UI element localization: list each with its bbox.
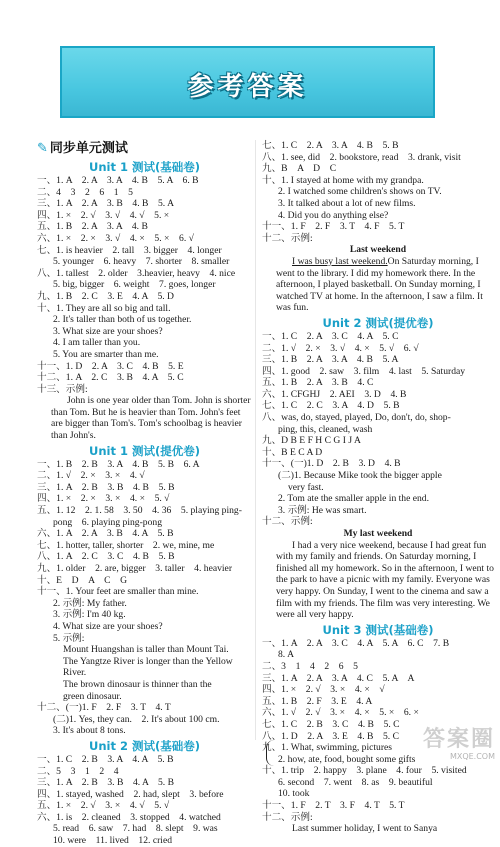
answer-line: 十一、1. F 2. T 3. F 4. T 5. T bbox=[262, 800, 405, 812]
unit2-basic-continued bbox=[262, 140, 494, 244]
answer-line: 3. It talked about a lot of new films. bbox=[278, 197, 416, 209]
answer-line: 4. Did you do anything else? bbox=[278, 209, 389, 221]
answer-line: 六、1. CFGHJ 2. AEI 3. D 4. B bbox=[262, 388, 407, 400]
essay1-title: Last weekend bbox=[349, 244, 407, 256]
answer-line: 十一、(一)1. D 2. B 3. D 4. B bbox=[262, 458, 401, 470]
answer-line: 10. took bbox=[278, 788, 310, 800]
answer-line: 四、1. × 2. × 3. × 4. × 5. √ bbox=[37, 493, 170, 505]
answer-line: 十二、1. A 2. C 3. B 4. A 5. C bbox=[37, 372, 184, 384]
answer-line: 十二、示例: bbox=[262, 232, 313, 244]
answer-line: pong 6. playing ping-pong bbox=[53, 516, 162, 528]
answer-line: (二)1. Yes, they can. 2. It's about 100 cm. bbox=[53, 713, 220, 725]
answer-line: 七、1. C 2. A 3. A 4. B 5. B bbox=[262, 140, 399, 151]
answer-line: 三、1. A 2. B 3. B 4. B 5. B bbox=[37, 481, 175, 493]
answer-line: 九、1. B 2. C 3. E 4. A 5. D bbox=[37, 290, 174, 302]
answer-line: 八、1. A 2. C 3. C 4. B 5. B bbox=[37, 551, 175, 563]
answer-line: 5. 示例: bbox=[53, 632, 85, 644]
answer-line: 八、1. see, did 2. bookstore, read 3. drank, visit bbox=[262, 151, 461, 163]
answer-line: 六、1. × 2. × 3. √ 4. × 5. × 6. √ bbox=[37, 232, 194, 244]
answer-line: 六、1. √ 2. √ 3. × 4. × 5. × 6. × bbox=[262, 707, 419, 719]
answer-line: 九、1. What, swimming, pictures bbox=[262, 742, 393, 754]
answer-line: 五、1. B 2. A 3. B 4. C bbox=[262, 377, 374, 389]
watermark-logo: 答案圈 MXQE.COM bbox=[422, 727, 495, 761]
answer-line: 一、1. C 2. B 3. A 4. A 5. B bbox=[37, 753, 174, 765]
answer-line: 一、1. C 2. A 3. C 4. A 5. C bbox=[262, 330, 399, 342]
left-column bbox=[37, 140, 252, 847]
answer-line: 3. 示例: I'm 40 kg. bbox=[53, 609, 126, 621]
pencil-icon: ✎ bbox=[37, 141, 48, 156]
answer-line: 二、1. √ 2. × 3. × 4. √ bbox=[37, 470, 145, 482]
answer-line: 七、1. hotter, taller, shorter 2. we, mine, me bbox=[37, 539, 215, 551]
banner-title: 参考答案 bbox=[187, 72, 308, 102]
answer-line: 4. I am taller than you. bbox=[53, 337, 141, 349]
column-divider bbox=[255, 140, 256, 740]
answer-line: 十三、示例: bbox=[37, 383, 88, 395]
answer-line: 九、D B E F H C G I J A bbox=[262, 435, 361, 447]
answer-line: (二)1. Because Mike took the bigger apple bbox=[278, 470, 442, 482]
answer-line: River. bbox=[63, 667, 87, 679]
answer-line: 五、1. × 2. √ 3. × 4. √ 5. √ bbox=[37, 800, 170, 812]
answer-line: 五、1. B 2. F 3. E 4. A bbox=[262, 695, 373, 707]
answer-line: 三、1. A 2. A 3. A 4. C 5. A A bbox=[262, 672, 415, 684]
section-title-unit2-advanced: Unit 2 测试(提优卷) bbox=[322, 315, 434, 330]
answer-line: 三、1. A 2. B 3. B 4. A 5. B bbox=[37, 777, 174, 789]
answer-line: green dinosaur. bbox=[63, 690, 122, 702]
answer-line: 五、1. B 2. A 3. A 4. B bbox=[37, 221, 148, 233]
essay3-text: Last summer holiday, I went to Sanya bbox=[292, 823, 438, 835]
answer-line: 十、E D A C G bbox=[37, 574, 128, 586]
essay2-title: My last weekend bbox=[343, 528, 413, 539]
answer-line: 5. read 6. saw 7. had 8. slept 9. was bbox=[53, 823, 218, 835]
answer-line: 一、1. A 2. A 3. A 4. B 5. A 6. B bbox=[37, 175, 199, 186]
answer-line: 5. younger 6. heavy 7. shorter 8. smaller bbox=[53, 256, 230, 268]
answer-line: 3. What size are your shoes? bbox=[53, 325, 163, 337]
section-title: Unit 1 测试(基础卷) bbox=[89, 160, 200, 174]
section-title: Unit 2 测试(基础卷) bbox=[89, 738, 200, 753]
answer-line: 二、4 3 2 6 1 5 bbox=[37, 186, 133, 198]
page-edge-mark bbox=[266, 740, 277, 766]
answer-line: 四、1. × 2. √ 3. √ 4. √ 5. × bbox=[37, 209, 170, 221]
answer-line: 十二、(一)1. F 2. F 3. T 4. T bbox=[37, 702, 171, 714]
answer-line: 七、1. C 2. C 3. A 4. D 5. B bbox=[262, 400, 400, 412]
answer-line: 2. It's taller than both of us together. bbox=[53, 314, 192, 326]
answer-line: Mount Huangshan is taller than Mount Tai. bbox=[63, 644, 229, 656]
answer-line: 八、1. tallest 2. older 3.heavier, heavy 4. nice bbox=[37, 267, 236, 279]
answer-line: 2. how, ate, food, bought some gifts bbox=[278, 753, 416, 765]
answer-line: 五、1. 12 2. 1. 58 3. 50 4. 36 5. playing ping- bbox=[37, 505, 242, 517]
answer-line: 2. Tom ate the smaller apple in the end. bbox=[278, 493, 430, 505]
answer-line: 二、3 1 4 2 6 5 bbox=[262, 660, 358, 672]
answer-line: 2. 示例: My father. bbox=[53, 597, 127, 609]
essay-text: John is one year older than Tom. John is shorter than Tom. But he is heavier than Tom. John's feet are bigger than Tom's. Tom's schoolbag is heavier than John's. bbox=[51, 395, 251, 442]
answer-line: 二、1. √ 2. × 3. √ 4. × 5. √ 6. √ bbox=[262, 342, 419, 354]
answer-line: ping, this, cleaned, wash bbox=[278, 423, 373, 435]
answer-line: 十、1. trip 2. happy 3. plane 4. four 5. visited bbox=[262, 765, 467, 777]
answer-line: 8. A bbox=[278, 649, 294, 661]
answer-line: 3. It's about 8 tons. bbox=[53, 725, 126, 737]
answer-line: 十、B E C A D bbox=[262, 446, 323, 458]
answer-line: 十二、示例: bbox=[262, 516, 313, 528]
section-title: Unit 1 测试(提优卷) bbox=[89, 443, 200, 458]
answer-line: 九、B A D C bbox=[262, 163, 337, 175]
answer-line: The Yangtze River is longer than the Yellow bbox=[63, 655, 233, 667]
answer-line: 一、1. B 2. B 3. A 4. B 5. B 6. A bbox=[37, 458, 200, 470]
answer-key-banner bbox=[60, 46, 435, 118]
answer-line: The brown dinosaur is thinner than the bbox=[63, 678, 212, 690]
left-sections bbox=[37, 159, 252, 847]
answer-line: 十一、1. D 2. A 3. C 4. B 5. E bbox=[37, 360, 184, 372]
answer-line: 三、1. A 2. A 3. B 4. B 5. A bbox=[37, 198, 174, 210]
answer-line: 十一、1. Your feet are smaller than mine. bbox=[37, 586, 199, 598]
answer-line: 九、1. older 2. are, bigger 3. taller 4. heavier bbox=[37, 563, 233, 574]
answer-line: 2. I watched some children's shows on TV. bbox=[278, 186, 442, 198]
answer-line: very fast. bbox=[288, 481, 324, 493]
section-title-unit3-basic: Unit 3 测试(基础卷) bbox=[322, 622, 434, 637]
answer-line: 二、5 3 1 2 4 bbox=[37, 765, 119, 777]
answer-line: 七、1. C 2. B 3. C 4. B 5. C bbox=[262, 718, 400, 730]
answer-line: 四、1. good 2. saw 3. film 4. last 5. Saturday bbox=[262, 365, 466, 377]
unit-tests-heading: ✎ 同步单元测试 bbox=[37, 141, 128, 156]
answer-line: 10. were 11. lived 12. cried bbox=[53, 835, 172, 847]
answer-line: 八、was, do, stayed, played, Do, don't, do, shop- bbox=[262, 412, 451, 424]
answer-line: 三、1. B 2. A 3. A 4. B 5. A bbox=[262, 354, 399, 366]
unit2-advanced-answers bbox=[262, 331, 494, 528]
answer-line: 十一、1. F 2. F 3. T 4. F 5. T bbox=[262, 221, 405, 233]
answer-line: 5. big, bigger 6. weight 7. goes, longer bbox=[53, 279, 216, 291]
answer-line: 八、1. D 2. A 3. E 4. B 5. C bbox=[262, 730, 399, 742]
answer-line: 四、1. × 2. √ 3. × 4. × √ bbox=[262, 684, 385, 696]
answer-line: 六、1. A 2. A 3. B 4. A 5. B bbox=[37, 528, 174, 540]
answer-line: 十、1. They are all so big and tall. bbox=[37, 302, 171, 314]
essay1-text: I was busy last weekend.On Saturday morning, I went to the library. I did my homework there. In the afternoon, I played basketball. On Sunday morning, I watched TV at home. In the afternoon, I saw a film. It was fun. bbox=[276, 255, 483, 314]
answer-line: 四、1. stayed, washed 2. had, slept 3. before bbox=[37, 788, 224, 800]
answer-line: 十、1. I stayed at home with my grandpa. bbox=[262, 174, 424, 186]
answer-line: 5. You are smarter than me. bbox=[53, 348, 159, 360]
answer-line: 六、1. is 2. cleaned 3. stopped 4. watched bbox=[37, 811, 221, 823]
answer-line: 3. 示例: He was smart. bbox=[278, 504, 367, 516]
answer-line: 6. second 7. went 8. as 9. beautiful bbox=[278, 776, 433, 788]
answer-line: 十二、示例: bbox=[262, 811, 313, 823]
essay2-text: I had a very nice weekend, because I had great fun with my family and friends. On Saturday morning, I finished all my homework. So in the afternoon, I went to the park to have a picnic with my family. Everyone was very happy. On Sunday, I went to the cinema and saw a film with my friends. The film was very interesting. We were all very happy. bbox=[276, 539, 494, 621]
answer-line: 七、1. is heavier 2. tall 3. bigger 4. longer bbox=[37, 244, 222, 256]
answer-line: 4. What size are your shoes? bbox=[53, 620, 163, 632]
answer-line: 一、1. A 2. A 3. C 4. A 5. A 6. C 7. B bbox=[262, 637, 450, 649]
